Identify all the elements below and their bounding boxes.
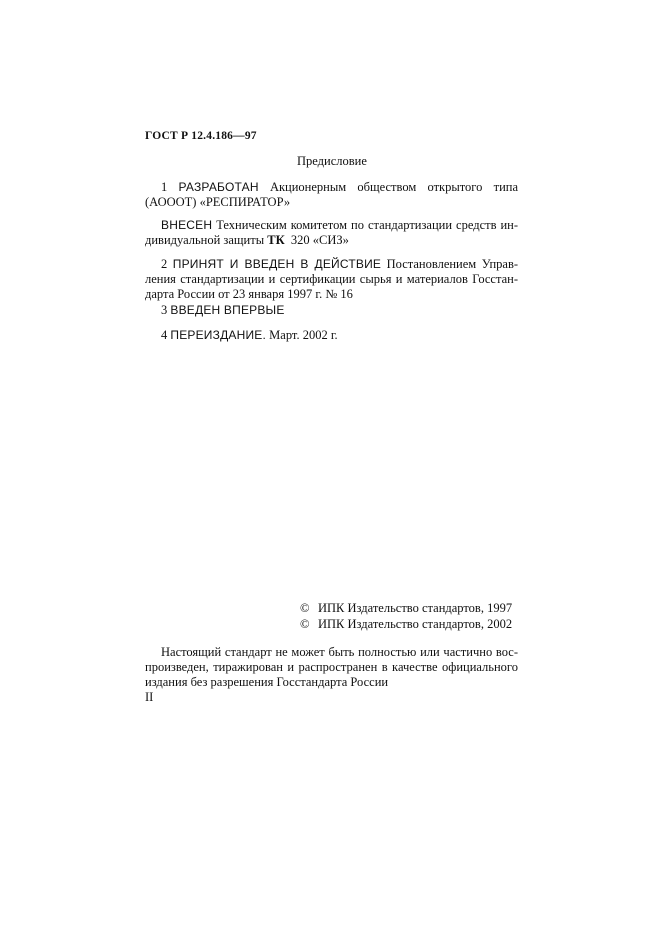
document-code: ГОСТ Р 12.4.186—97 <box>145 130 257 142</box>
copyright-text: ИПК Издательство стандартов, 2002 <box>318 617 513 631</box>
copyright-text: ИПК Издательство стандартов, 1997 <box>318 601 513 615</box>
preface-item-2 <box>145 257 518 302</box>
copyright-symbol: © <box>300 601 310 615</box>
item-text: Техническим комитетом по стандартизации средств ин- <box>216 218 519 232</box>
item-number: 1 <box>161 180 168 194</box>
preface-item-2-line-3: дарта России от 23 января 1997 г. № 16 <box>145 287 353 301</box>
preface-item-2-line-1 <box>145 257 518 272</box>
notice-line-3: издания без разрешения Госстандарта России <box>145 675 389 689</box>
item-text: дивидуальной защиты <box>145 233 265 247</box>
item-number: 2 <box>161 257 168 271</box>
preface-introduced-line-2 <box>145 233 518 248</box>
item-keyword: ПЕРЕИЗДАНИЕ. <box>170 328 267 342</box>
item-text: Постановлением Управ- <box>386 257 519 271</box>
item-keyword: РАЗРАБОТАН <box>178 180 259 194</box>
copyright-symbol: © <box>300 617 310 631</box>
preface-item-3 <box>145 303 518 318</box>
item-keyword: ВВЕДЕН ВПЕРВЫЕ <box>170 303 285 317</box>
copyright-line-2002 <box>300 617 518 632</box>
item-number: 4 <box>161 328 168 342</box>
item-number: 3 <box>161 303 168 317</box>
preface-introduced <box>145 218 518 248</box>
preface-item-2-line-2: ления стандартизации и сертификации сырья и материалов Госстан- <box>145 272 518 286</box>
item-keyword: ПРИНЯТ И ВВЕДЕН В ДЕЙСТВИЕ <box>172 257 382 271</box>
copyright-line-1997 <box>300 601 518 616</box>
item-text: Акционерным обществом открытого типа <box>269 180 519 194</box>
item-text: 320 «СИЗ» <box>290 233 349 247</box>
item-text: Март. 2002 г. <box>269 328 338 342</box>
committee-abbrev: ТК <box>267 233 285 247</box>
item-keyword: ВНЕСЕН <box>161 218 213 232</box>
preface-item-3-line-1 <box>145 303 518 318</box>
notice-line-2: произведен, тиражирован и распространен в качестве официального <box>145 660 518 674</box>
page-number: II <box>145 690 154 704</box>
preface-introduced-line-1 <box>145 218 518 233</box>
notice-line-1: Настоящий стандарт не может быть полностью или частично вос- <box>161 645 518 659</box>
preface-item-1 <box>145 180 518 210</box>
preface-item-1-line-1 <box>145 180 518 195</box>
preface-item-4-line-1 <box>145 328 518 343</box>
preface-heading: Предисловие <box>297 154 367 168</box>
preface-item-1-line-2: (АОООТ) «РЕСПИРАТОР» <box>145 195 291 209</box>
preface-item-4 <box>145 328 518 343</box>
reproduction-notice <box>145 645 518 690</box>
